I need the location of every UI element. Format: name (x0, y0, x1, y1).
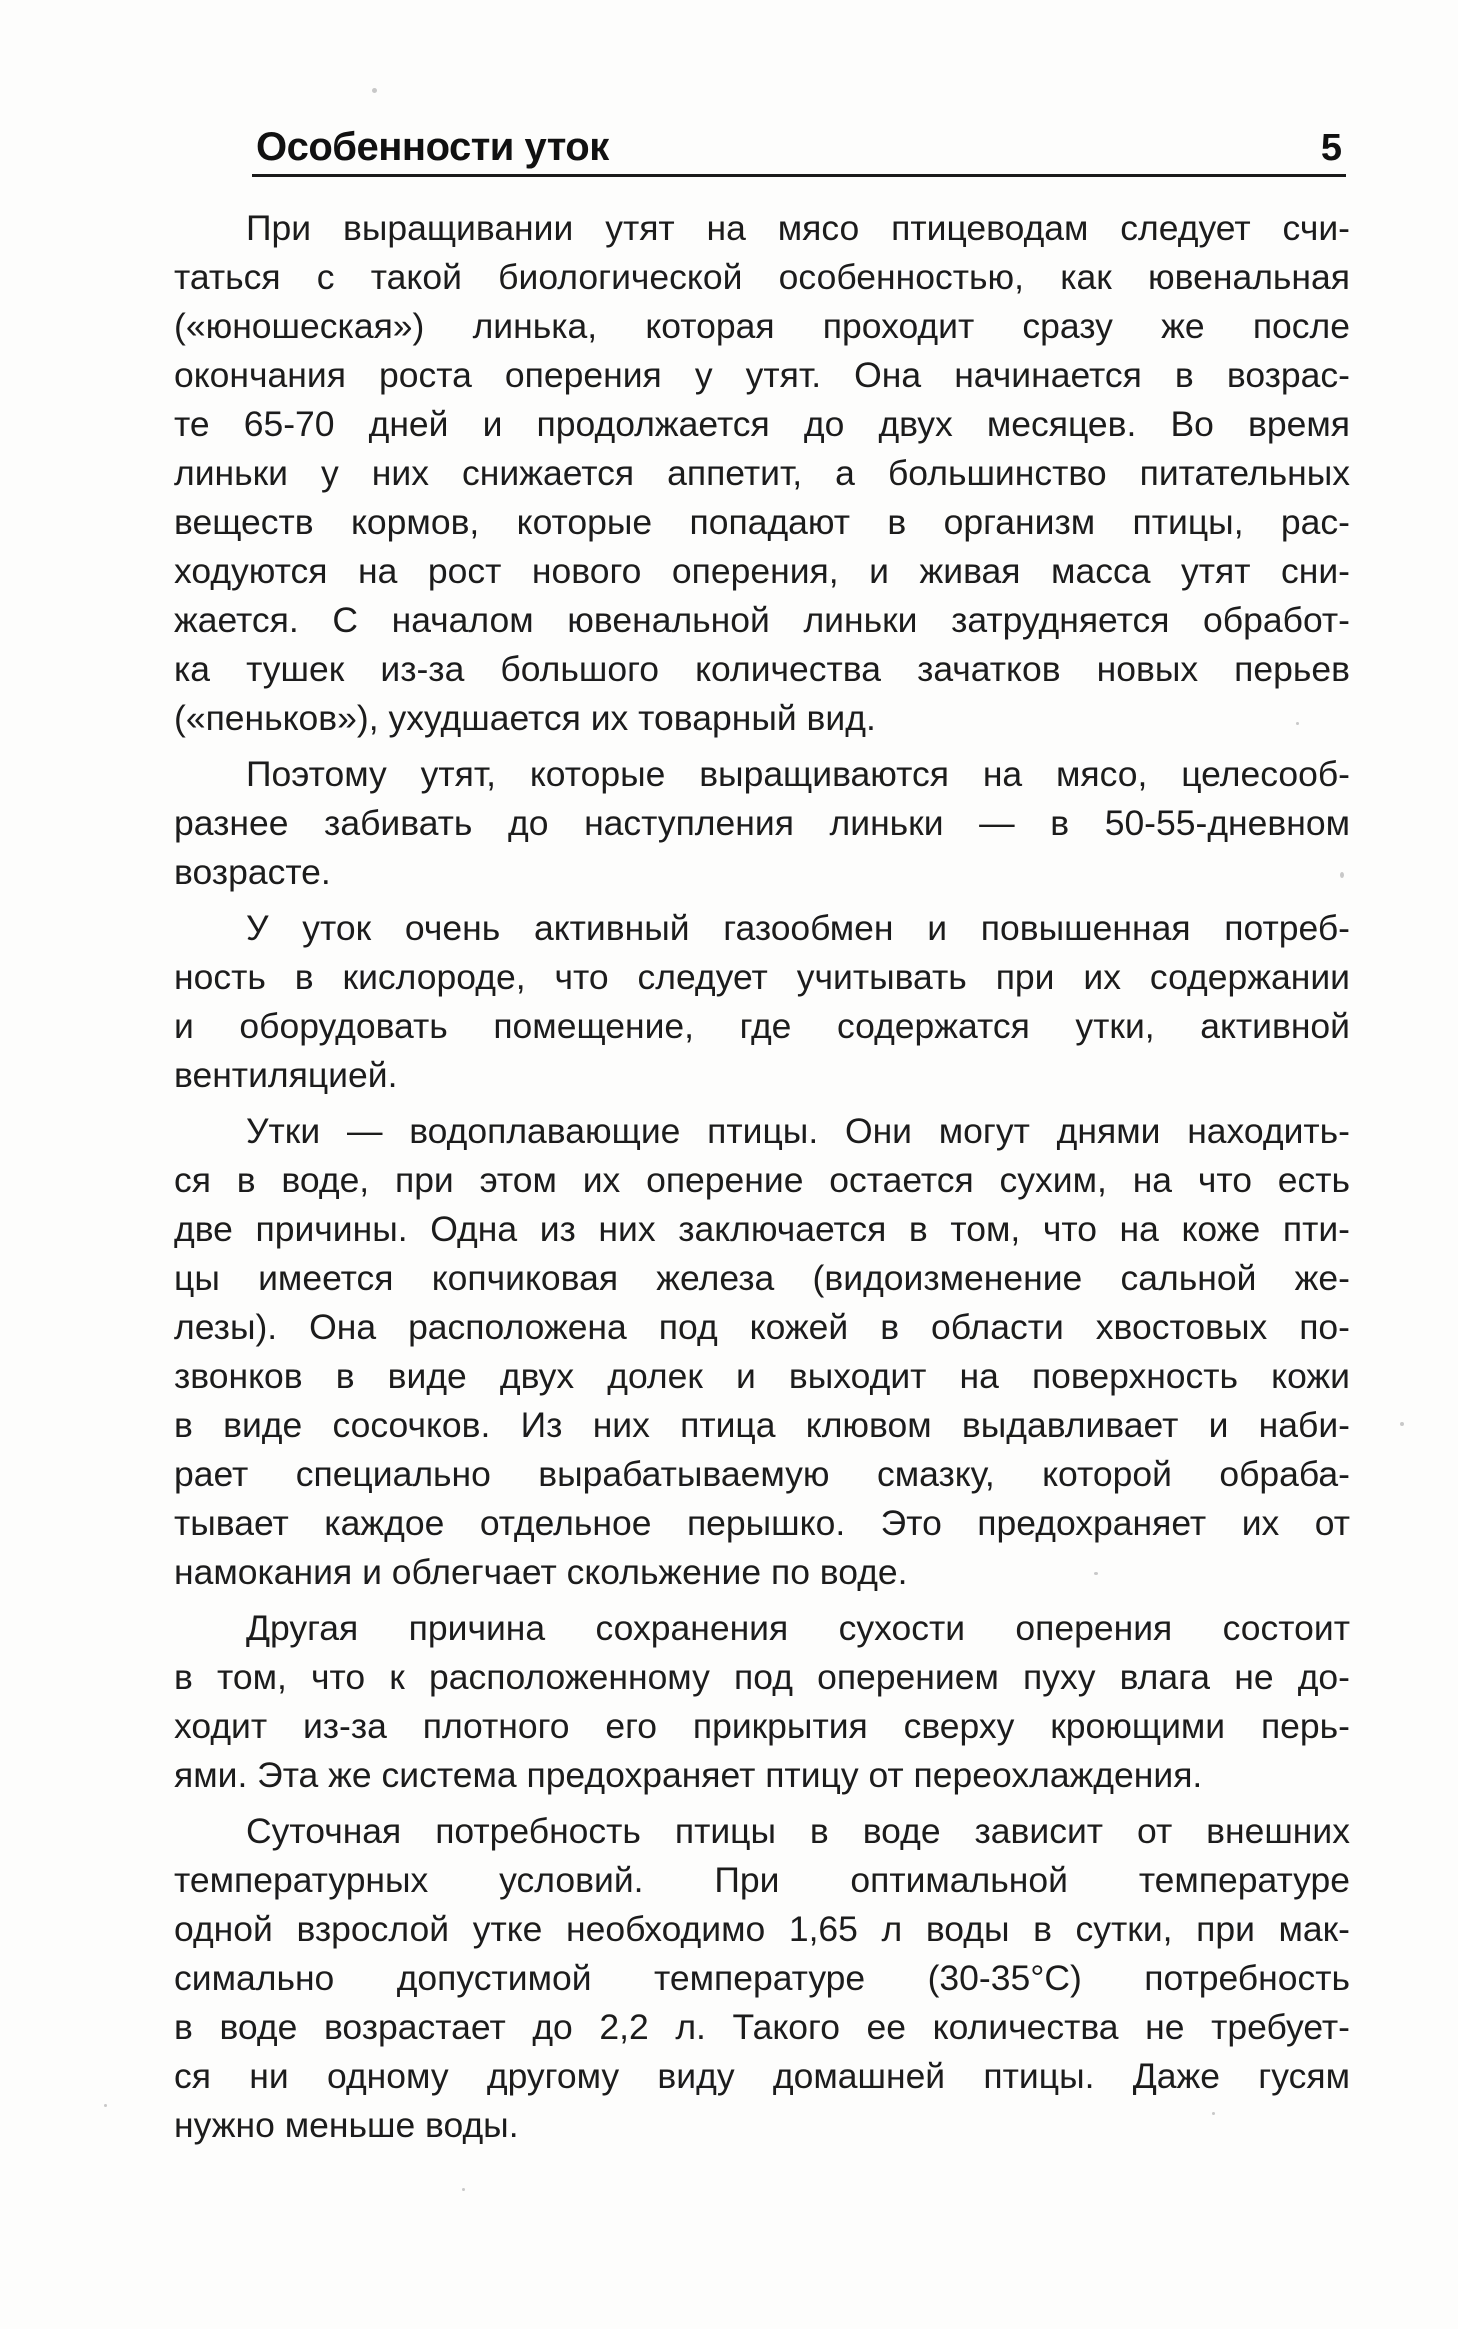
text-line: Поэтому утят, которые выращиваются на мясо, целесооб- (246, 754, 1350, 794)
text-line: тывает каждое отдельное перышко. Это предохраняет их от (174, 1503, 1350, 1543)
text-line: Суточная потребность птицы в воде зависит от внешних (246, 1811, 1350, 1851)
text-line: окончания роста оперения у утят. Она начинается в возрас- (174, 355, 1350, 395)
running-header (252, 118, 1346, 177)
body-text (174, 204, 1350, 2157)
text-line: ка тушек из-за большого количества зачатков новых перьев (174, 649, 1350, 689)
text-line: рает специально вырабатываемую смазку, которой обраба- (174, 1454, 1350, 1494)
text-line: лезы). Она расположена под кожей в области хвостовых по- (174, 1307, 1350, 1347)
text-line: жается. С началом ювенальной линьки затрудняется обработ- (174, 600, 1350, 640)
text-line: У уток очень активный газообмен и повышенная потреб- (246, 908, 1350, 948)
text-line: вентиляцией. (174, 1055, 398, 1095)
text-line: цы имеется копчиковая железа (видоизменение сальной же- (174, 1258, 1350, 1298)
text-line: ся ни одному другому виду домашней птицы. Даже гусям (174, 2056, 1350, 2096)
paragraph-1 (174, 204, 1350, 743)
text-line: ся в воде, при этом их оперение остается сухим, на что есть (174, 1160, 1350, 1200)
paragraph-3 (174, 904, 1350, 1100)
text-line: две причины. Одна из них заключается в том, что на коже пти- (174, 1209, 1350, 1249)
text-line: («юношеская») линька, которая проходит сразу же после (174, 306, 1350, 346)
text-line: в виде сосочков. Из них птица клювом выдавливает и наби- (174, 1405, 1350, 1445)
text-line: нужно меньше воды. (174, 2105, 519, 2145)
text-line: и оборудовать помещение, где содержатся утки, активной (174, 1006, 1350, 1046)
text-line: Утки — водоплавающие птицы. Они могут днями находить- (246, 1111, 1350, 1151)
scan-speck (462, 2188, 465, 2191)
scan-speck (1340, 872, 1344, 878)
scan-speck (1296, 722, 1299, 725)
text-line: в том, что к расположенному под оперением пуху влага не до- (174, 1657, 1350, 1697)
scan-speck (1094, 1572, 1098, 1575)
text-line: ходит из-за плотного его прикрытия сверху кроющими перь- (174, 1706, 1350, 1746)
text-line: ходуются на рост нового оперения, и живая масса утят сни- (174, 551, 1350, 591)
text-line: разнее забивать до наступления линьки — в 50-55-дневном (174, 803, 1350, 843)
paragraph-4 (174, 1107, 1350, 1597)
text-line: таться с такой биологической особенностью, как ювенальная (174, 257, 1350, 297)
scan-speck (1400, 1422, 1404, 1426)
text-line: («пеньков»), ухудшается их товарный вид. (174, 698, 876, 738)
text-line: в воде возрастает до 2,2 л. Такого ее количества не требует- (174, 2007, 1350, 2047)
text-line: звонков в виде двух долек и выходит на поверхность кожи (174, 1356, 1350, 1396)
text-line: одной взрослой утке необходимо 1,65 л воды в сутки, при мак- (174, 1909, 1350, 1949)
paragraph-6 (174, 1807, 1350, 2150)
text-line: намокания и облегчает скольжение по воде. (174, 1552, 908, 1592)
text-line: ями. Эта же система предохраняет птицу от переохлаждения. (174, 1755, 1203, 1795)
paragraph-5 (174, 1604, 1350, 1800)
text-line: ность в кислороде, что следует учитывать при их содержании (174, 957, 1350, 997)
text-line: температурных условий. При оптимальной температуре (174, 1860, 1350, 1900)
scan-speck (104, 2104, 107, 2107)
paragraph-2 (174, 750, 1350, 897)
text-line: линьки у них снижается аппетит, а большинство питательных (174, 453, 1350, 493)
scan-speck (1212, 2112, 1215, 2115)
text-line: веществ кормов, которые попадают в организм птицы, рас- (174, 502, 1350, 542)
text-line: те 65-70 дней и продолжается до двух месяцев. Во время (174, 404, 1350, 444)
text-line: возрасте. (174, 852, 331, 892)
text-line: Другая причина сохранения сухости оперения состоит (246, 1608, 1350, 1648)
page-number: 5 (1320, 127, 1342, 169)
scan-speck (372, 88, 377, 93)
text-line: При выращивании утят на мясо птицеводам следует счи- (246, 208, 1350, 248)
text-line: симально допустимой температуре (30-35°С) потребность (174, 1958, 1350, 1998)
chapter-title: Особенности уток (256, 125, 609, 169)
